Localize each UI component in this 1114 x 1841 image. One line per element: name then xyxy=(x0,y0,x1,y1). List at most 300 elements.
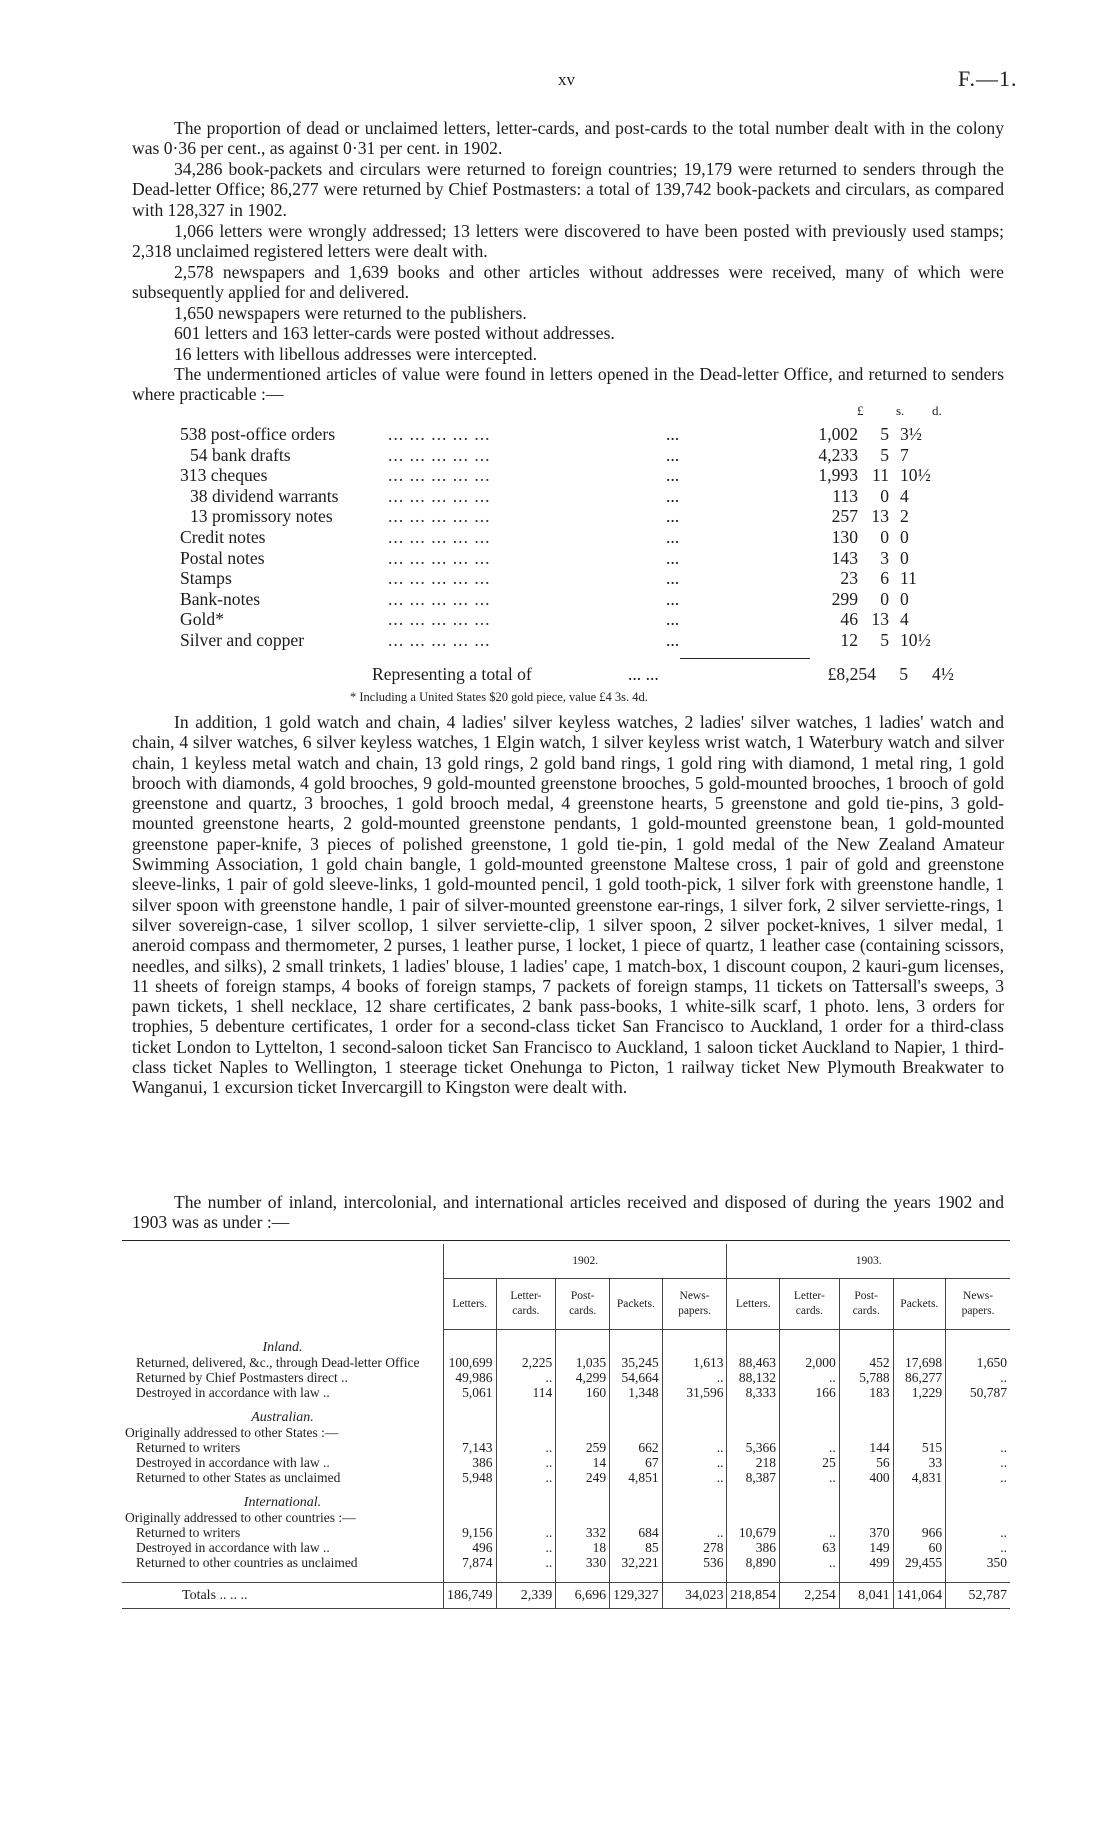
table-cell xyxy=(556,1425,610,1440)
table-cell: 966 xyxy=(893,1525,946,1540)
valuable-pence: 0 xyxy=(900,547,909,568)
valuables-total xyxy=(132,664,1004,686)
row-label: Destroyed in accordance with law .. xyxy=(136,1384,330,1400)
table-cell: 114 xyxy=(496,1385,556,1400)
table-cell xyxy=(610,1400,663,1425)
table-cell: .. xyxy=(496,1455,556,1470)
section-intro-row xyxy=(122,1425,1010,1440)
table-cell: 536 xyxy=(662,1555,727,1570)
table-row xyxy=(122,1355,1010,1370)
pence-column-heading: d. xyxy=(932,403,942,418)
table-cell: 400 xyxy=(839,1470,893,1485)
table-row xyxy=(122,1470,1010,1485)
total-dots: ... ... xyxy=(628,664,659,684)
table-cell: 8,890 xyxy=(727,1555,780,1570)
table-cell: 496 xyxy=(444,1540,497,1555)
valuable-row xyxy=(180,424,1004,444)
table-cell: 1,650 xyxy=(946,1355,1010,1370)
table-cell: 100,699 xyxy=(444,1355,497,1370)
table-cell xyxy=(779,1425,839,1440)
valuable-label: 54 bank drafts xyxy=(190,444,291,465)
valuable-row xyxy=(180,589,1004,609)
section-intro: Originally addressed to other countries :— xyxy=(125,1509,356,1525)
table-cell: 186,749 xyxy=(444,1582,497,1608)
table-cell: 49,986 xyxy=(444,1370,497,1385)
table-cell xyxy=(556,1330,610,1355)
paragraph-libellous: 16 letters with libellous addresses were intercepted. xyxy=(174,344,537,364)
table-cell xyxy=(444,1570,497,1583)
valuable-shillings: 13 xyxy=(871,609,889,630)
table-cell: .. xyxy=(779,1370,839,1385)
articles-table-body xyxy=(122,1330,1010,1609)
table-cell: 386 xyxy=(727,1540,780,1555)
valuable-pounds: 1,002 xyxy=(818,424,858,444)
table-cell xyxy=(839,1425,893,1440)
valuable-dots: ... ... ... ... ... xyxy=(388,465,491,486)
table-cell xyxy=(839,1330,893,1355)
table-cell xyxy=(496,1510,556,1525)
valuable-dots: ... ... ... ... ... xyxy=(388,424,491,444)
table-cell: 14 xyxy=(556,1455,610,1470)
valuable-dots: ... ... ... ... ... xyxy=(388,506,491,527)
valuable-pence: 10½ xyxy=(900,630,931,650)
section-heading: International. xyxy=(243,1494,322,1510)
valuable-shillings: 13 xyxy=(871,506,889,527)
table-cell xyxy=(946,1570,1010,1583)
table-cell: .. xyxy=(946,1525,1010,1540)
table-cell xyxy=(444,1330,497,1355)
table-cell: 9,156 xyxy=(444,1525,497,1540)
section-heading-row xyxy=(122,1400,1010,1425)
valuable-leader: ... xyxy=(666,444,680,465)
table-cell xyxy=(727,1425,780,1440)
table-cell: 8,041 xyxy=(839,1582,893,1608)
valuable-pounds: 143 xyxy=(831,547,858,568)
table-cell: .. xyxy=(496,1470,556,1485)
table-cell xyxy=(893,1570,946,1583)
paragraph-proportion: The proportion of dead or unclaimed letters, letter-cards, and post-cards to the total number dealt with in the colony was 0·36 per cent., as against 0·31 per cent. in 1902. xyxy=(132,118,1004,159)
table-cell xyxy=(727,1485,780,1510)
table-cell: 218 xyxy=(727,1455,780,1470)
table-cell: 499 xyxy=(839,1555,893,1570)
table-cell: 2,225 xyxy=(496,1355,556,1370)
paragraph-table-intro: The number of inland, intercolonial, and international articles received and disposed of during the years 1902 and 1903 was as under :— xyxy=(132,1192,1004,1233)
total-pounds: £8,254 xyxy=(827,664,876,684)
table-cell: 85 xyxy=(610,1540,663,1555)
valuable-row xyxy=(180,506,1004,526)
table-cell: 1,613 xyxy=(662,1355,727,1370)
table-cell: .. xyxy=(662,1440,727,1455)
table-cell: 10,679 xyxy=(727,1525,780,1540)
valuable-shillings: 5 xyxy=(880,424,889,444)
table-cell: 166 xyxy=(779,1385,839,1400)
table-cell: 4,851 xyxy=(610,1470,663,1485)
table-cell: .. xyxy=(946,1470,1010,1485)
paragraph-other-articles: In addition, 1 gold watch and chain, 4 ladies' silver keyless watches, 2 ladies' silver watches, 1 ladies' watch and chain, 4 silver watches, 6 silver keyless watches, 1 Elgin watch, 1 silver keyless wrist watch, 1 Waterbury watch and silver chain, 1 keyless metal watch and chain, 13 gold rings, 2 gold band rings, 1 gold ring with diamond, 1 metal ring, 1 gold brooch with diamonds, 4 gold brooches, 9 gold-mounted greenstone brooches, 5 gold-mounted brooches, 1 brooch of gold greenstone and quartz, 3 brooches, 1 gold brooch medal, 4 greenstone hearts, 5 greenstone and gold tie-pins, 3 gold-mounted greenstone hearts, 2 gold-mounted greenstone pendants, 1 gold-mounted greenstone bean, 1 gold-mounted greenstone paper-knife, 3 pieces of polished greenstone, 1 gold tie-pin, 1 gold medal of the New Zealand Amateur Swimming Association, 1 gold chain bangle, 1 gold-mounted greenstone Maltese cross, 1 pair of gold and greenstone sleeve-links, 1 pair of gold sleeve-links, 1 gold-mounted pencil, 1 gold tooth-pick, 1 silver fork with greenstone handle, 1 silver spoon with greenstone handle, 1 pair of silver-mounted greenstone ear-rings, 1 silver fork, 2 silver serviette-rings, 1 silver sovereign-case, 1 silver scollop, 1 silver serviette-clip, 1 silver spoon, 2 silver pocket-knives, 1 silver medal, 1 aneroid compass and thermometer, 2 purses, 1 leather purse, 1 locket, 1 piece of quartz, 1 leather case (containing scissors, needles, and silks), 2 small trinkets, 1 ladies' blouse, 1 ladies' cape, 1 match-box, 1 discount coupon, 2 kauri-gum licenses, 11 sheets of foreign stamps, 4 books of foreign stamps, 7 packets of foreign stamps, 11 tickets on Tattersall's sweeps, 3 pawn tickets, 1 shell necklace, 12 share certificates, 2 bank pass-books, 1 white-silk scarf, 1 photo. lens, 3 orders for trophies, 5 debenture certificates, 1 order for a second-class ticket San Francisco to Auckland, 1 order for a third-class ticket London to Lyttelton, 1 second-saloon ticket San Francisco to Auckland, 1 saloon ticket Auckland to Napier, 1 third-class ticket Naples to Wellington, 1 steerage ticket Onehunga to Picton, 1 railway ticket New Plymouth Breakwater to Wanganui, 1 excursion ticket Invercargill to Kingston were dealt with. xyxy=(132,712,1004,1098)
valuable-leader: ... xyxy=(666,588,680,609)
table-cell: 149 xyxy=(839,1540,893,1555)
section-intro-row xyxy=(122,1510,1010,1525)
paragraph-newspapers-received: 2,578 newspapers and 1,639 books and other articles without addresses were received, many of which were subsequently applied for and delivered. xyxy=(132,262,1004,303)
column-heading: Post-cards. xyxy=(839,1279,893,1330)
table-cell: .. xyxy=(946,1540,1010,1555)
table-cell xyxy=(662,1510,727,1525)
valuable-label: Silver and copper xyxy=(180,630,305,650)
paragraph-newspapers-returned: 1,650 newspapers were returned to the publishers. xyxy=(174,303,527,323)
table-cell: 4,831 xyxy=(893,1470,946,1485)
table-row xyxy=(122,1455,1010,1470)
table-cell xyxy=(779,1570,839,1583)
table-cell xyxy=(444,1485,497,1510)
spacer-row xyxy=(122,1570,1010,1583)
valuable-row xyxy=(180,548,1004,568)
column-heading: Packets. xyxy=(893,1279,946,1330)
valuable-dots: ... ... ... ... ... xyxy=(388,547,491,568)
table-cell: .. xyxy=(946,1370,1010,1385)
table-cell xyxy=(779,1400,839,1425)
table-cell xyxy=(556,1570,610,1583)
table-cell: 2,000 xyxy=(779,1355,839,1370)
label-column-heading xyxy=(122,1244,444,1330)
valuable-dots: ... ... ... ... ... xyxy=(388,527,491,547)
table-cell: 33 xyxy=(893,1455,946,1470)
column-heading: Letter-cards. xyxy=(496,1279,556,1330)
table-cell xyxy=(662,1330,727,1355)
year-1903-heading: 1903. xyxy=(727,1244,1010,1279)
table-cell: 86,277 xyxy=(893,1370,946,1385)
table-cell xyxy=(839,1485,893,1510)
valuable-shillings: 0 xyxy=(880,485,889,506)
table-cell xyxy=(610,1510,663,1525)
table-cell xyxy=(496,1400,556,1425)
table-cell: 54,664 xyxy=(610,1370,663,1385)
valuable-row xyxy=(180,609,1004,629)
section-heading-row xyxy=(122,1485,1010,1510)
row-label: Returned to writers xyxy=(136,1439,241,1455)
table-cell: 129,327 xyxy=(610,1582,663,1608)
valuable-leader: ... xyxy=(666,527,680,547)
table-cell: .. xyxy=(496,1440,556,1455)
table-row xyxy=(122,1385,1010,1400)
table-cell: 88,132 xyxy=(727,1370,780,1385)
valuable-pence: 3½ xyxy=(900,424,922,444)
valuable-pounds: 4,233 xyxy=(818,444,858,465)
table-cell: .. xyxy=(779,1555,839,1570)
row-label: Returned by Chief Postmasters direct .. xyxy=(136,1369,348,1385)
year-1902-heading: 1902. xyxy=(444,1244,727,1279)
valuable-pence: 11 xyxy=(900,568,917,589)
row-label: Destroyed in accordance with law .. xyxy=(136,1539,330,1555)
valuable-shillings: 3 xyxy=(880,547,889,568)
table-cell: 8,387 xyxy=(727,1470,780,1485)
table-cell: .. xyxy=(496,1525,556,1540)
valuable-dots: ... ... ... ... ... xyxy=(388,630,491,650)
total-shillings: 5 xyxy=(899,664,908,684)
table-cell xyxy=(779,1330,839,1355)
table-cell: 29,455 xyxy=(893,1555,946,1570)
table-cell xyxy=(496,1485,556,1510)
valuable-dots: ... ... ... ... ... xyxy=(388,588,491,609)
table-cell: 34,023 xyxy=(662,1582,727,1608)
row-label: Destroyed in accordance with law .. xyxy=(136,1454,330,1470)
table-cell: .. xyxy=(946,1440,1010,1455)
valuable-row xyxy=(180,630,1004,650)
valuable-label: Bank-notes xyxy=(180,588,261,609)
section-heading-row xyxy=(122,1330,1010,1355)
table-cell xyxy=(893,1485,946,1510)
table-cell: 50,787 xyxy=(946,1385,1010,1400)
valuable-pounds: 130 xyxy=(831,527,858,547)
table-cell: .. xyxy=(779,1525,839,1540)
table-cell xyxy=(839,1510,893,1525)
valuable-label: Postal notes xyxy=(180,547,265,568)
table-cell: 7,874 xyxy=(444,1555,497,1570)
table-cell: .. xyxy=(496,1370,556,1385)
valuable-leader: ... xyxy=(666,485,680,506)
valuable-label: Stamps xyxy=(180,568,232,589)
valuable-pence: 0 xyxy=(900,588,909,609)
table-cell xyxy=(946,1485,1010,1510)
document-reference: F.—1. xyxy=(958,66,1018,91)
table-cell: 7,143 xyxy=(444,1440,497,1455)
total-pence: 4½ xyxy=(932,664,954,684)
table-cell: 2,339 xyxy=(496,1582,556,1608)
total-rule xyxy=(680,658,810,659)
valuable-leader: ... xyxy=(666,568,680,589)
table-cell: 35,245 xyxy=(610,1355,663,1370)
table-cell: 144 xyxy=(839,1440,893,1455)
row-label: Returned, delivered, &c., through Dead-letter Office xyxy=(136,1354,420,1370)
valuable-pence: 7 xyxy=(900,444,909,465)
valuable-row xyxy=(180,465,1004,485)
table-cell: 386 xyxy=(444,1455,497,1470)
table-cell: 662 xyxy=(610,1440,663,1455)
articles-table xyxy=(122,1244,1010,1609)
table-cell xyxy=(662,1485,727,1510)
table-cell xyxy=(893,1510,946,1525)
valuable-shillings: 0 xyxy=(880,527,889,547)
valuable-pence: 2 xyxy=(900,506,909,527)
valuable-label: 13 promissory notes xyxy=(190,506,333,527)
column-heading: Post-cards. xyxy=(556,1279,610,1330)
table-row xyxy=(122,1540,1010,1555)
valuable-row xyxy=(180,486,1004,506)
table-cell: 67 xyxy=(610,1455,663,1470)
table-cell xyxy=(946,1330,1010,1355)
shillings-column-heading: s. xyxy=(896,403,905,418)
table-cell: 183 xyxy=(839,1385,893,1400)
section-intro: Originally addressed to other States :— xyxy=(125,1424,339,1440)
table-cell xyxy=(946,1425,1010,1440)
valuable-label: 538 post-office orders xyxy=(180,424,336,444)
gold-footnote: * Including a United States $20 gold piece, value £4 3s. 4d. xyxy=(350,690,648,704)
section-heading: Inland. xyxy=(262,1339,303,1355)
valuable-pounds: 23 xyxy=(840,568,858,589)
row-label: Returned to other countries as unclaimed xyxy=(136,1554,358,1570)
totals-row xyxy=(122,1582,1010,1608)
valuable-shillings: 11 xyxy=(872,465,889,486)
valuable-pounds: 257 xyxy=(831,506,858,527)
table-cell xyxy=(556,1510,610,1525)
table-cell: 1,348 xyxy=(610,1385,663,1400)
table-cell: 6,696 xyxy=(556,1582,610,1608)
valuable-dots: ... ... ... ... ... xyxy=(388,609,491,630)
table-cell: 684 xyxy=(610,1525,663,1540)
table-cell: 52,787 xyxy=(946,1582,1010,1608)
valuable-leader: ... xyxy=(666,506,680,527)
table-cell: .. xyxy=(662,1470,727,1485)
valuable-shillings: 0 xyxy=(880,588,889,609)
table-cell: 5,788 xyxy=(839,1370,893,1385)
table-top-rule xyxy=(122,1240,1010,1241)
table-cell xyxy=(496,1330,556,1355)
table-row xyxy=(122,1440,1010,1455)
total-label: Representing a total of xyxy=(372,664,532,684)
table-cell: 18 xyxy=(556,1540,610,1555)
table-cell xyxy=(610,1425,663,1440)
table-cell: 1,035 xyxy=(556,1355,610,1370)
valuable-label: Gold* xyxy=(180,609,224,630)
table-cell xyxy=(727,1570,780,1583)
valuable-leader: ... xyxy=(666,465,680,486)
table-cell xyxy=(496,1570,556,1583)
table-cell: .. xyxy=(496,1540,556,1555)
valuable-shillings: 5 xyxy=(880,630,889,650)
valuable-pence: 10½ xyxy=(900,465,931,486)
table-cell: 4,299 xyxy=(556,1370,610,1385)
table-cell xyxy=(893,1330,946,1355)
table-cell: 17,698 xyxy=(893,1355,946,1370)
valuable-dots: ... ... ... ... ... xyxy=(388,485,491,506)
row-label: Returned to other States as unclaimed xyxy=(136,1469,341,1485)
table-cell xyxy=(946,1400,1010,1425)
valuable-leader: ... xyxy=(666,424,680,444)
table-cell: 5,061 xyxy=(444,1385,497,1400)
table-cell: 63 xyxy=(779,1540,839,1555)
table-cell: 330 xyxy=(556,1555,610,1570)
page-number: xv xyxy=(558,70,575,89)
valuable-row xyxy=(180,445,1004,465)
table-cell xyxy=(727,1510,780,1525)
table-cell xyxy=(946,1510,1010,1525)
table-cell: 452 xyxy=(839,1355,893,1370)
table-cell xyxy=(444,1425,497,1440)
valuable-shillings: 5 xyxy=(880,444,889,465)
valuable-pence: 4 xyxy=(900,609,909,630)
table-cell xyxy=(662,1425,727,1440)
column-heading: News-papers. xyxy=(662,1279,727,1330)
table-cell xyxy=(779,1485,839,1510)
table-cell: 25 xyxy=(779,1455,839,1470)
table-cell: .. xyxy=(779,1470,839,1485)
valuable-dots: ... ... ... ... ... xyxy=(388,568,491,589)
table-cell: .. xyxy=(496,1555,556,1570)
table-cell: .. xyxy=(779,1440,839,1455)
table-cell xyxy=(610,1330,663,1355)
valuable-pounds: 46 xyxy=(840,609,858,630)
table-cell xyxy=(779,1510,839,1525)
valuable-pounds: 1,993 xyxy=(818,465,858,486)
spacer-cell xyxy=(122,1570,444,1583)
valuable-leader: ... xyxy=(666,630,680,650)
row-label: Returned to writers xyxy=(136,1524,241,1540)
valuable-pounds: 299 xyxy=(831,588,858,609)
valuable-pence: 4 xyxy=(900,485,909,506)
table-cell: 8,333 xyxy=(727,1385,780,1400)
table-row xyxy=(122,1555,1010,1570)
section-heading: Australian. xyxy=(251,1409,314,1425)
table-cell xyxy=(727,1330,780,1355)
row-label: Totals .. .. .. xyxy=(122,1582,444,1608)
table-cell: 5,948 xyxy=(444,1470,497,1485)
table-cell: 1,229 xyxy=(893,1385,946,1400)
table-cell: .. xyxy=(946,1455,1010,1470)
valuable-row xyxy=(180,527,1004,547)
table-cell: 249 xyxy=(556,1470,610,1485)
valuable-pounds: 12 xyxy=(840,630,858,650)
table-cell: 88,463 xyxy=(727,1355,780,1370)
column-heading: News-papers. xyxy=(946,1279,1010,1330)
table-row xyxy=(122,1370,1010,1385)
table-cell: 515 xyxy=(893,1440,946,1455)
table-cell: 32,221 xyxy=(610,1555,663,1570)
valuable-label: 313 cheques xyxy=(180,465,268,486)
table-cell xyxy=(610,1485,663,1510)
valuable-pence: 0 xyxy=(900,527,909,547)
valuable-leader: ... xyxy=(666,547,680,568)
table-cell xyxy=(839,1400,893,1425)
table-cell xyxy=(662,1570,727,1583)
table-cell: 141,064 xyxy=(893,1582,946,1608)
column-heading: Packets. xyxy=(610,1279,663,1330)
table-cell xyxy=(496,1425,556,1440)
table-row xyxy=(122,1525,1010,1540)
table-cell: 259 xyxy=(556,1440,610,1455)
table-cell xyxy=(727,1400,780,1425)
valuable-label: Credit notes xyxy=(180,527,266,547)
paragraph-letters-no-address: 601 letters and 163 letter-cards were posted without addresses. xyxy=(174,323,615,343)
pounds-column-heading: £ xyxy=(857,403,864,418)
table-cell xyxy=(662,1400,727,1425)
table-cell xyxy=(610,1570,663,1583)
table-cell: 160 xyxy=(556,1385,610,1400)
paragraph-wrongly-addressed: 1,066 letters were wrongly addressed; 13 letters were discovered to have been posted with previously used stamps; 2,318 unclaimed registered letters were dealt with. xyxy=(132,221,1004,262)
table-cell xyxy=(444,1510,497,1525)
table-cell: 2,254 xyxy=(779,1582,839,1608)
table-cell: 56 xyxy=(839,1455,893,1470)
table-cell xyxy=(839,1570,893,1583)
table-cell: 60 xyxy=(893,1540,946,1555)
table-cell: 31,596 xyxy=(662,1385,727,1400)
table-cell: 370 xyxy=(839,1525,893,1540)
valuable-pounds: 113 xyxy=(832,485,858,506)
column-heading: Letter-cards. xyxy=(779,1279,839,1330)
valuable-shillings: 6 xyxy=(880,568,889,589)
paragraph-book-packets: 34,286 book-packets and circulars were returned to foreign countries; 19,179 were returned to senders through the Dead-letter Office; 86,277 were returned by Chief Postmasters: a total of 139,742 book-packets and circulars, as compared with 128,327 in 1902. xyxy=(132,159,1004,220)
table-cell: .. xyxy=(662,1370,727,1385)
valuable-leader: ... xyxy=(666,609,680,630)
table-cell xyxy=(556,1485,610,1510)
table-cell: .. xyxy=(662,1455,727,1470)
valuable-row xyxy=(180,568,1004,588)
table-cell: 350 xyxy=(946,1555,1010,1570)
table-cell: 332 xyxy=(556,1525,610,1540)
table-cell xyxy=(893,1425,946,1440)
table-cell xyxy=(556,1400,610,1425)
paragraph-articles-of-value: The undermentioned articles of value were found in letters opened in the Dead-letter Office, and returned to senders where practicable :— xyxy=(132,364,1004,405)
table-cell: 278 xyxy=(662,1540,727,1555)
valuable-label: 38 dividend warrants xyxy=(190,485,339,506)
